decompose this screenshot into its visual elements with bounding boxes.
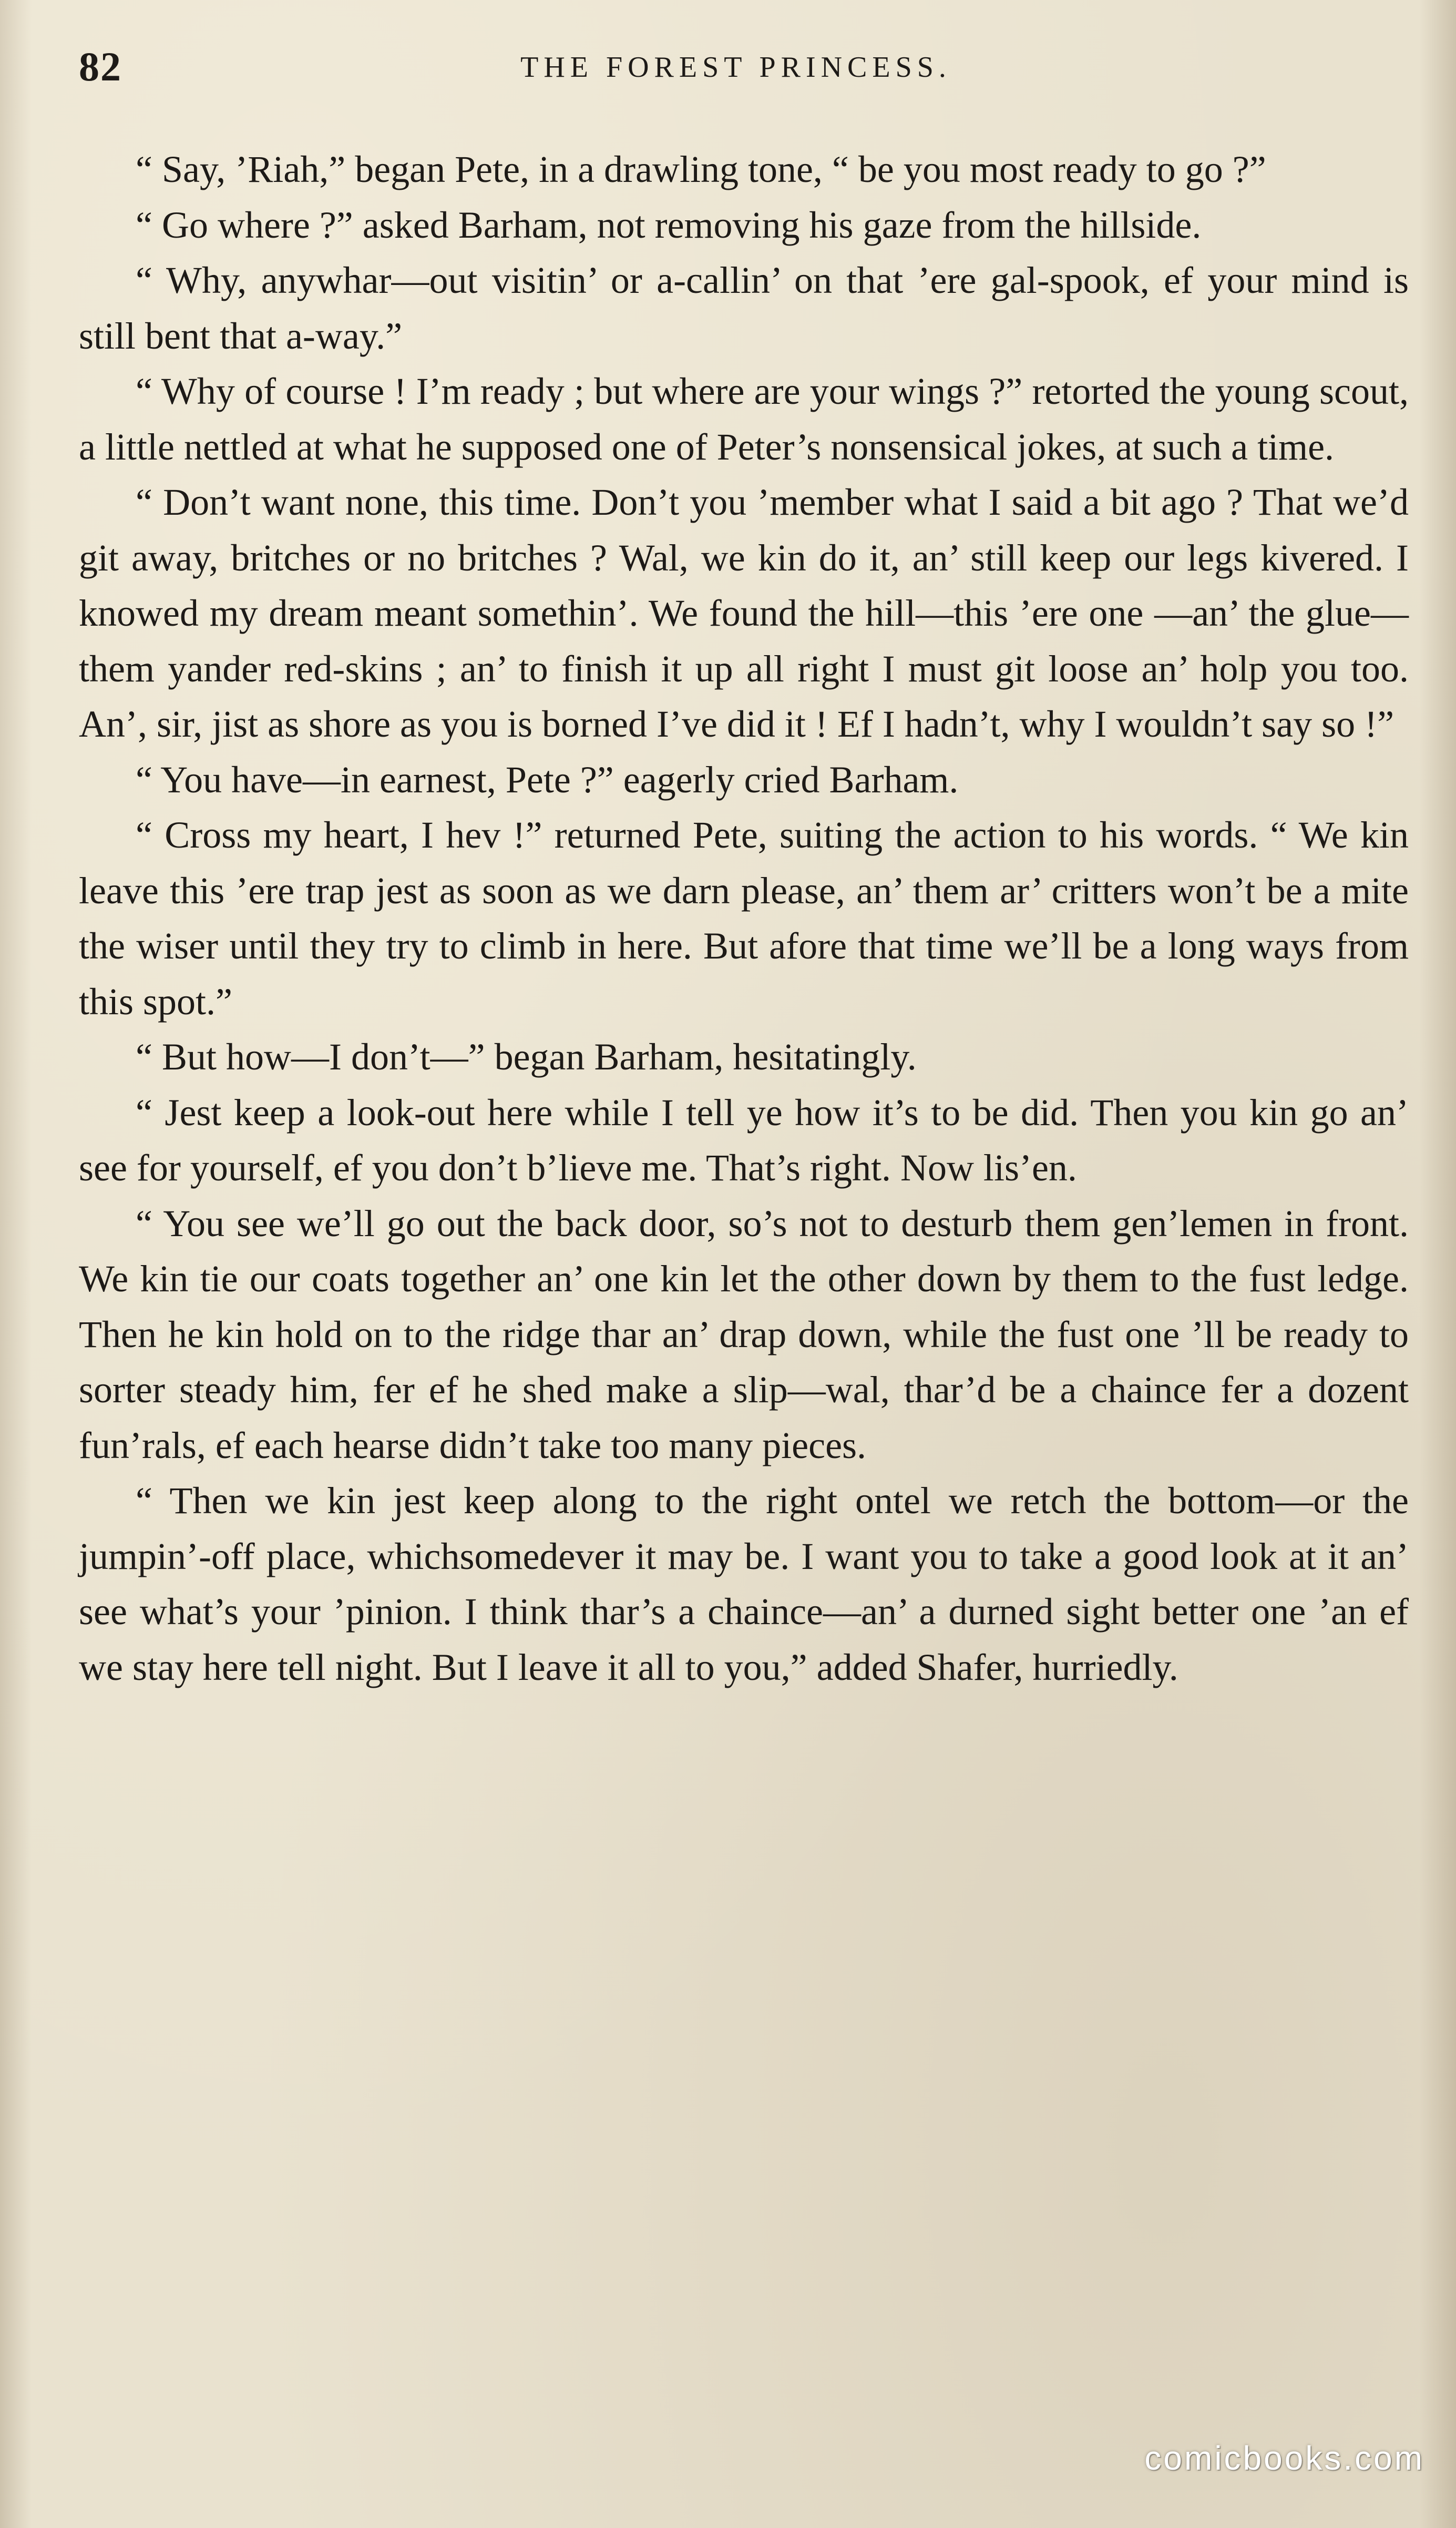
running-head: [79, 38, 1393, 96]
paragraph: “ Cross my heart, I hev !” returned Pete, suiting the action to his words. “ We kin leave this ’ere trap jest as soon as we darn please, an’ them ar’ critters won’t be a mite the wiser until they try to climb in here. But afore that time we’ll be a long ways from this spot.”: [79, 814, 1409, 1023]
paragraph: “ Jest keep a look-out here while I tell ye how it’s to be did. Then you kin go an’ see for yourself, ef you don’t b’lieve me. That’s right. Now lis’en.: [79, 1091, 1409, 1189]
body-text: [79, 142, 1409, 1695]
paragraph: “ Why of course ! I’m ready ; but where are your wings ?” retorted the young scout, a little nettled at what he supposed one of Peter’s nonsensical jokes, at such a time.: [79, 370, 1409, 468]
running-title: THE FOREST PRINCESS.: [520, 51, 951, 84]
paragraph: “ But how—I don’t—” began Barham, hesitatingly.: [136, 1036, 917, 1078]
paragraph: “ Go where ?” asked Barham, not removing his gaze from the hillside.: [136, 203, 1202, 246]
paragraph: “ You have—in earnest, Pete ?” eagerly cried Barham.: [136, 758, 959, 801]
watermark: comicbooks.com: [1144, 2439, 1424, 2477]
paragraph: “ Why, anywhar—out visitin’ or a-callin’ on that ’ere gal-spook, ef your mind is still bent that a-way.”: [79, 259, 1409, 357]
page-number: 82: [79, 44, 122, 89]
paragraph: “ Then we kin jest keep along to the right ontel we retch the bottom—or the jumpin’-off place, whichsomedever it may be. I want you to take a good look at it an’ see what’s your ’pinion. I think thar’s a chaince—an’ a durned sight better one ’an ef we stay here tell night. But I leave it all to you,” added Shafer, hurriedly.: [79, 1480, 1409, 1688]
paragraph: “ Don’t want none, this time. Don’t you ’member what I said a bit ago ? That we’d git away, britches or no britches ? Wal, we kin do it, an’ still keep our legs kivered. I knowed my dream meant somethin’. We found the hill—this ’ere one —an’ the glue—them yander red-skins ; an’ to finish it up all right I must git loose an’ holp you too. An’, sir, jist as shore as you is borned I’ve did it ! Ef I hadn’t, why I wouldn’t say so !”: [79, 481, 1409, 745]
paragraph: “ You see we’ll go out the back door, so’s not to desturb them gen’lemen in front. We kin tie our coats together an’ one kin let the other down by them to the fust ledge. Then he kin hold on to the ridge thar an’ drap down, while the fust one ’ll be ready to sorter steady him, fer ef he shed make a slip—wal, thar’d be a chaince fer a dozent fun’rals, ef each hearse didn’t take too many pieces.: [79, 1202, 1409, 1466]
paragraph: “ Say, ’Riah,” began Pete, in a drawling tone, “ be you most ready to go ?”: [136, 148, 1266, 190]
